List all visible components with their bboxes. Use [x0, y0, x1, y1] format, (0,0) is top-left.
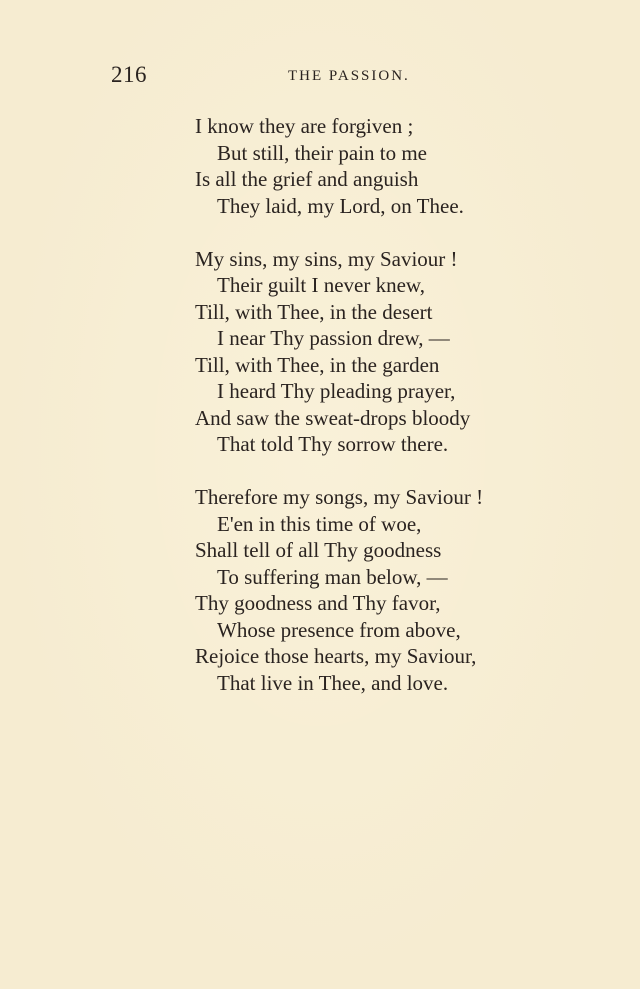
- poem-line: Thy goodness and Thy favor,: [195, 591, 441, 615]
- poem-line: Is all the grief and anguish: [195, 167, 419, 191]
- poem-line: They laid, my Lord, on Thee.: [217, 193, 464, 218]
- poem-line: Whose presence from above,: [217, 617, 461, 642]
- poem-line: Rejoice those hearts, my Saviour,: [195, 644, 477, 668]
- poem-line: E'en in this time of woe,: [217, 511, 422, 536]
- poem-line: Till, with Thee, in the desert: [195, 299, 433, 324]
- stanza-1: [195, 113, 595, 219]
- stanza-break: [195, 458, 595, 485]
- stanza-3: [195, 484, 595, 696]
- page-number: 216: [111, 62, 147, 87]
- stanza-break: [195, 219, 595, 246]
- running-title: THE PASSION.: [288, 68, 410, 84]
- poem-line: I heard Thy pleading prayer,: [217, 379, 456, 403]
- poem-line: That live in Thee, and love.: [217, 670, 449, 695]
- poem-line: I near Thy passion drew, —: [217, 326, 450, 350]
- poem-line: Shall tell of all Thy goodness: [195, 538, 442, 562]
- poem-line: That told Thy sorrow there.: [217, 432, 449, 456]
- stanza-2: [195, 246, 595, 458]
- poem: [195, 113, 595, 696]
- poem-line: To suffering man below, —: [217, 564, 448, 589]
- poem-line: And saw the sweat-drops bloody: [195, 405, 471, 430]
- poem-line: Therefore my songs, my Saviour !: [195, 485, 484, 509]
- poem-line: Their guilt I never knew,: [217, 273, 425, 297]
- poem-line: Till, with Thee, in the garden: [195, 352, 440, 377]
- poem-line: I know they are forgiven ;: [195, 114, 414, 138]
- poem-line: My sins, my sins, my Saviour !: [195, 246, 458, 271]
- poem-line: But still, their pain to me: [217, 140, 427, 165]
